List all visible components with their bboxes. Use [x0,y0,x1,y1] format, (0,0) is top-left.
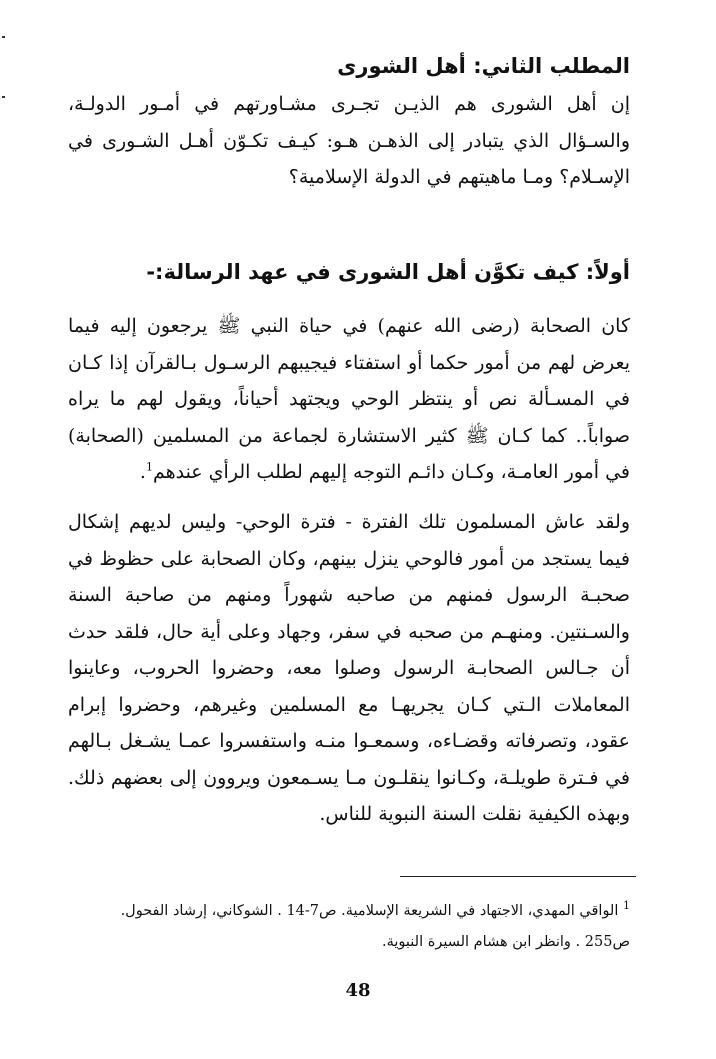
scan-mark [2,36,5,38]
paragraph-1: كان الصحابة (رضى الله عنهم) في حياة النبي ﷺ يرجعون إليه فيما يعرض لهم من أمور حكما أو استفتاء فيجيبهم الرسـول بـالقرآن إذا كـان في المسـألة نص أو ينتظر الوحي ويجتهد أحياناً، ويقول لهم ما يراه صواباً.. كما كـان ﷺ كثير الاستشارة لجماعة من المسلمين (الصحابة) في أمور العامـة، وكـان دائـم التوجه إليهم لطلب الرأي عندهم$^1$. [68,315,630,483]
footnote-ref: 1 [145,460,153,474]
subheading: أولاً: كيف تكوَّن أهل الشورى في عهد الرسالة:- [146,260,630,284]
footnote [100,896,630,958]
footnote-separator [400,876,636,877]
scan-mark [2,96,5,98]
footnote-number: 1 [623,899,630,913]
footnote-text-1: الواقي المهدي، الاجتهاد في الشريعة الإسلامية. ص7-14 . الشوكاني، إرشاد الفحول. [120,903,619,919]
page-number: 48 [345,980,371,1001]
paragraph-1-text: كان الصحابة (رضى الله عنهم) في حياة النبي ﷺ يرجعون إليه فيما يعرض لهم من أمور حكما أو استفتاء فيجيبهم الرسـول بـالقرآن إذا كـان في المسـألة نص أو ينتظر الوحي ويجتهد أحياناً، ويقول لهم ما يراه صواباً.. كما كـان ﷺ كثير الاستشارة لجماعة من المسلمين (الصحابة) في أمور العامـة، وكـان دائـم التوجه إليهم لطلب الرأي عندهم [68,315,630,483]
section-title: المطلب الثاني: أهل الشورى [337,54,630,78]
paragraph-2: ولقد عاش المسلمون تلك الفترة - فترة الوحي- وليس لديهم إشكال فيما يستجد من أمور فالوحي ينزل بينهم، وكان الصحابة على حظوظ في صحبـة الرسول فمنهم من صاحبه شهوراً ومنهم من صاحبة السنة والسـنتين. ومنهـم من صحبه في سفر، وجهاد وعلى أية حال، فلقد حدث أن جـالس الصحابـة الرسول وصلوا معه، وحضروا الحروب، وعاينوا المعاملات الـتي كـان يجريهـا مع المسلمين وغيرهم، وحضروا إبرام عقود، وتصرفاته وقضـاءه، وسمعـوا منـه واستفسروا عمـا يشـغل بـالهم في فـترة طويلـة، وكـانوا ينقلـون مـا يسـمعون ويروون إلى بعضهم ذلك. وبهذه الكيفية نقلت السنة النبوية للناس. [68,511,630,825]
footnote-line-1 [100,896,630,927]
intro-paragraph: إن أهل الشورى هم الذيـن تجـرى مشـاورتهم في أمـور الدولـة، والسـؤال الذي يتبادر إلى الذهـن هـو: كيـف تكـوّن أهـل الشـورى في الإسـلام؟ ومـا ماهيتهم في الدولة الإسلامية؟ [68,93,630,188]
footnote-line-2: ص255 . وانظر ابن هشام السيرة النبوية. [382,934,630,950]
